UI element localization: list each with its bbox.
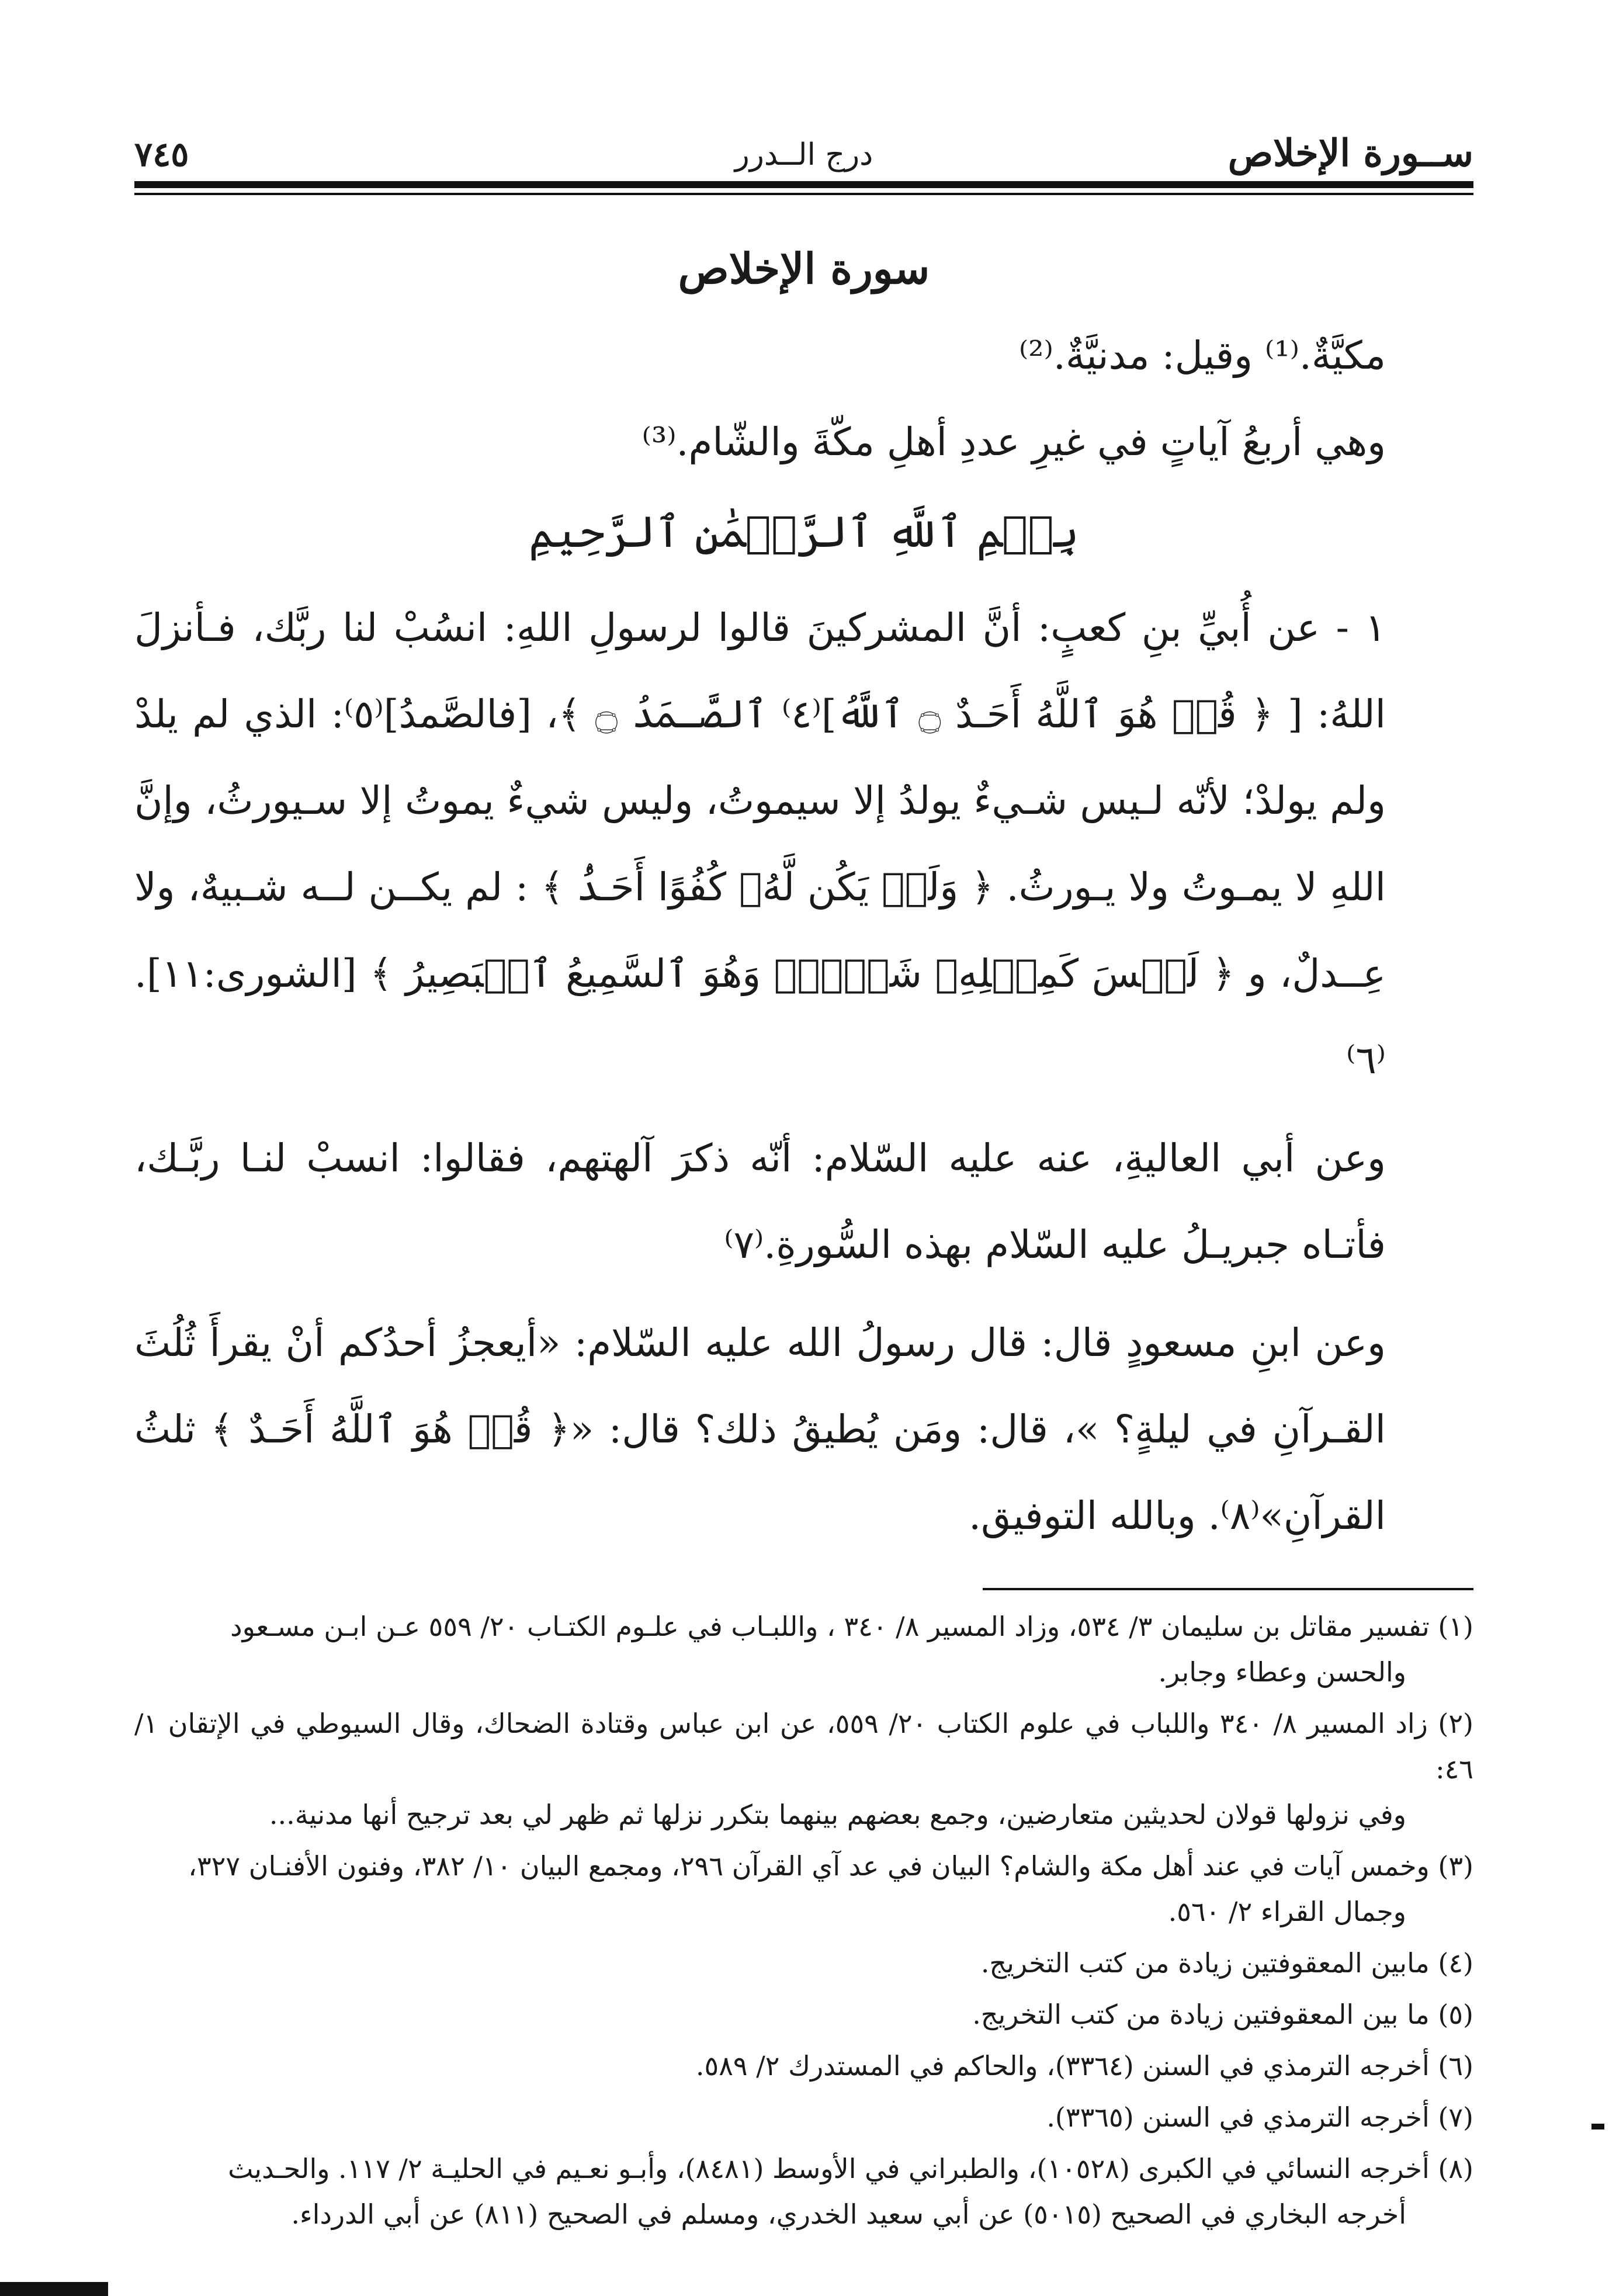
- footnotes: [134, 1604, 1473, 2243]
- intro-line-1: مكيَّةٌ.⁽¹⁾ وقيل: مدنيَّةٌ.⁽²⁾: [1018, 333, 1386, 378]
- header-book-title: درج الــدرر: [734, 137, 873, 172]
- footnote-1: [134, 1604, 1473, 1695]
- footnote-2: [134, 1701, 1473, 1837]
- footnote-separator: [983, 1588, 1473, 1590]
- scan-mark-bottom-left: [0, 2282, 108, 2296]
- footnote-8: [134, 2146, 1473, 2237]
- footnote-6: [134, 2043, 1473, 2089]
- footnote-2-continuation: وفي نزولها قولان لحديثين متعارضين، وجمع بعضهم بينهما بتكرر نزلها ثم ظهر لي بعد ترجيح أنها مدنية...: [269, 1799, 1406, 1830]
- basmala: بِسۡمِ ٱللَّهِ ٱلرَّحۡمَٰنِ ٱلرَّحِيمِ: [529, 507, 1079, 557]
- footnote-5-text: (٥) ما بين المعقوفتين زيادة من كتب التخريج.: [972, 1999, 1473, 2030]
- footnote-7: [134, 2094, 1473, 2140]
- paragraph-2: [134, 1115, 1473, 1288]
- paragraph-1: [134, 585, 1473, 1104]
- scan-mark-right: [1591, 2124, 1604, 2129]
- footnote-7-text: (٧) أخرجه الترمذي في السنن (٣٣٦٥).: [1046, 2101, 1473, 2133]
- footnote-6-text: (٦) أخرجه الترمذي في السنن (٣٣٦٤)، والحاكم في المستدرك ٢/ ٥٨٩.: [695, 2050, 1473, 2082]
- surah-title: سورة الإخلاص: [678, 244, 930, 293]
- header-surah-name: ســورة الإخلاص: [1227, 131, 1473, 175]
- running-header: [134, 131, 1473, 178]
- main-text: [134, 234, 1473, 1559]
- paragraph-2-text: وعن أبي العاليةِ، عنه عليه السّلام: أنّه ذكرَ آلهتهم، فقالوا: انسبْ لنـا ربَّـك، فأتـاه جبريـلُ عليه السّلام بهذه السُّورةِ.⁽٧⁾: [134, 1136, 1386, 1267]
- paragraph-3: [134, 1300, 1473, 1559]
- footnote-4: [134, 1940, 1473, 1986]
- footnote-2-text: (٢) زاد المسير ٨/ ٣٤٠ واللباب في علوم الكتاب ٢٠/ ٥٥٩، عن ابن عباس وقتادة الضحاك، وقال السيوطي في الإتقان ١/ ٤٦:: [134, 1708, 1473, 1785]
- page-number: ٧٤٥: [134, 134, 189, 174]
- footnote-3-text: (٣) وخمس آيات في عند أهل مكة والشام؟ البيان في عد آي القرآن ٢٩٦، ومجمع البيان ١٠/ ٣٨٢، وفنون الأفنـان ٣٢٧،: [188, 1850, 1473, 1882]
- footnote-1-continuation: والحسن وعطاء وجابر.: [1158, 1656, 1406, 1688]
- paragraph-1-text: ١ - عن أُبيِّ بنِ كعبٍ: أنَّ المشركينَ قالوا لرسولِ اللهِ: انسُبْ لنا ربَّك، فـأنزلَ اللهُ: [ ﴿ قُلۡ هُوَ ٱللَّهُ أَحَـدٌ ۝ ٱللَّهُ]⁽٤⁾ ٱلصَّـمَدُ ۝ ﴾، [فالصَّمدُ]⁽٥⁾: الذي لم يلدْ ولم يولدْ؛ لأنّه لـيس شـيءٌ يولدُ إلا سيموتُ، وليس شيءٌ يموتُ إلا سـيورثُ، وإنَّ اللهِ لا يمـوتُ ولا يـورثُ. ﴿ وَلَمۡ يَكُن لَّهُۥ كُفُوًا أَحَـدُۢ ﴾ : لم يكــن لــه شـبيهٌ، ولا عِــدلٌ، و ﴿ لَيۡسَ كَمِثۡلِهِۦ شَيۡءٞۖ وَهُوَ ٱلسَّمِيعُ ٱلۡبَصِيرُ ﴾ [الشورى:١١].⁽٦⁾: [134, 605, 1386, 1083]
- footnote-3: [134, 1843, 1473, 1934]
- intro-line-2: وهي أربعُ آياتٍ في غيرِ عددِ أهلِ مكّةَ والشّام.⁽³⁾: [641, 419, 1386, 464]
- header-rule-thick: [134, 181, 1473, 188]
- header-rule-thin: [134, 193, 1473, 195]
- footnote-8-continuation: أخرجه البخاري في الصحيح (٥٠١٥) عن أبي سعيد الخدري، ومسلم في الصحيح (٨١١) عن أبي الدرداء.: [291, 2198, 1406, 2230]
- footnote-5: [134, 1992, 1473, 2037]
- footnote-3-continuation: وجمال القراء ٢/ ٥٦٠.: [1168, 1896, 1406, 1927]
- footnote-8-text: (٨) أخرجه النسائي في الكبرى (١٠٥٢٨)، والطبراني في الأوسط (٨٤٨١)، وأبـو نعـيم في الحليـة ٢/ ١١٧. والحـديث: [228, 2153, 1473, 2184]
- footnote-1-text: (١) تفسير مقاتل بن سليمان ٣/ ٥٣٤، وزاد المسير ٨/ ٣٤٠ ، واللبـاب في علـوم الكتـاب ٢٠/ ٥٥٩ عـن ابـن مسـعود: [230, 1611, 1473, 1642]
- footnote-4-text: (٤) مابين المعقوفتين زيادة من كتب التخريج.: [980, 1947, 1473, 1979]
- paragraph-3-text: وعن ابنِ مسعودٍ قال: قال رسولُ الله عليه السّلام: «أيعجزُ أحدُكم أنْ يقرأَ ثُلُثَ القـرآنِ في ليلةٍ؟ »، قال: ومَن يُطيقُ ذلك؟ قال: «﴿ قُلۡ هُوَ ٱللَّهُ أَحَـدٌ ﴾ ثلثُ القرآنِ»⁽٨⁾. وبالله التوفيق.: [134, 1320, 1386, 1538]
